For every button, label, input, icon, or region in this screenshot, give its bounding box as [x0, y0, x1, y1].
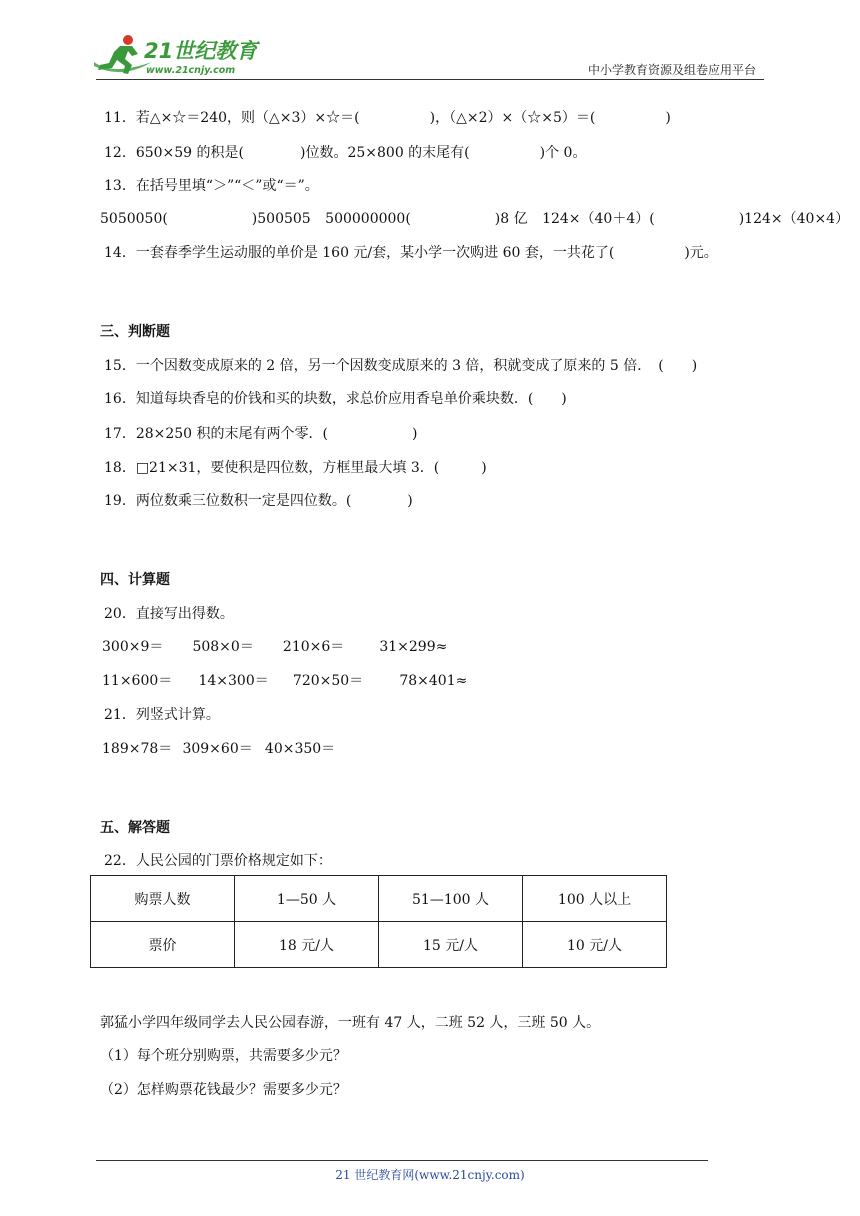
calc-item: 78×401≈: [399, 673, 468, 689]
calc-item: 14×300＝: [198, 673, 269, 689]
question-11: 11．若△×☆＝240，则（△×3）×☆＝( )，（△×2）×（☆×5）＝( ): [104, 110, 671, 126]
calc-item: 720×50＝: [292, 673, 364, 689]
footer-text: 21 世纪教育网(www.21cnjy.com): [335, 1168, 525, 1182]
calc-item: 309×60＝: [182, 741, 253, 757]
header-divider: [96, 79, 764, 80]
question-21: 21．列竖式计算。: [104, 707, 220, 723]
question-17: 17．28×250 积的末尾有两个零．( ): [104, 426, 418, 442]
q13-item-1: 5050050( )500505: [100, 211, 311, 227]
table-row: [91, 922, 667, 968]
calc-item: 31×299≈: [379, 639, 448, 655]
question-19: 19．两位数乘三位数积一定是四位数。( ): [104, 493, 413, 509]
table-cell: 购票人数: [91, 876, 235, 922]
logo-url: www.21cnjy.com: [146, 65, 236, 76]
question-20: 20．直接写出得数。: [104, 606, 234, 622]
question-20-row-1: [102, 636, 447, 656]
section-heading-4: 四、计算题: [100, 572, 170, 588]
calc-item: 40×350＝: [264, 741, 336, 757]
question-13: 13．在括号里填“＞”“＜”或“＝”。: [104, 178, 319, 194]
calc-item: 189×78＝: [102, 741, 173, 757]
table-row: [91, 876, 667, 922]
question-16: 16．知道每块香皂的价钱和买的块数，求总价应用香皂单价乘块数．( ): [104, 391, 567, 407]
table-cell: 1—50 人: [235, 876, 379, 922]
section-heading-3: 三、判断题: [100, 324, 170, 340]
table-cell: 10 元/人: [523, 922, 667, 968]
table-cell: 100 人以上: [523, 876, 667, 922]
table-cell: 票价: [91, 922, 235, 968]
header-platform-text: 中小学教育资源及组卷应用平台: [587, 63, 756, 77]
logo-text: 21世纪教育: [144, 39, 258, 63]
logo: [92, 32, 262, 80]
question-14: 14．一套春季学生运动服的单价是 160 元/套，某小学一次购进 60 套，一共花了( )元。: [104, 245, 718, 261]
section-heading-5: 五、解答题: [100, 820, 170, 836]
q13-item-2: 500000000( )8 亿: [325, 211, 528, 227]
footer-divider: [96, 1160, 708, 1161]
table-cell: 15 元/人: [379, 922, 523, 968]
ticket-price-table: [90, 875, 667, 968]
question-18: 18．□21×31，要使积是四位数，方框里最大填 3．( ): [104, 460, 487, 476]
table-cell: 18 元/人: [235, 922, 379, 968]
question-20-row-2: [102, 670, 467, 690]
question-22-part-2: （2）怎样购票花钱最少？需要多少元？: [100, 1082, 347, 1098]
table-cell: 51—100 人: [379, 876, 523, 922]
question-21-row: [102, 738, 335, 758]
calc-item: 300×9＝: [102, 639, 164, 655]
question-22-part-1: （1）每个班分别购票，共需要多少元？: [100, 1048, 347, 1064]
question-22-description: 郭猛小学四年级同学去人民公园春游，一班有 47 人，二班 52 人，三班 50 人。: [100, 1015, 601, 1031]
q13-item-3: 124×（40＋4）( )124×（40×4）: [542, 211, 850, 227]
calc-item: 210×6＝: [282, 639, 345, 655]
question-15: 15．一个因数变成原来的 2 倍，另一个因数变成原来的 3 倍，积就变成了原来的 5 倍． ( ): [104, 358, 698, 374]
question-22: 22．人民公园的门票价格规定如下：: [104, 853, 332, 869]
question-12: 12．650×59 的积是( )位数。25×800 的末尾有( )个 0。: [104, 145, 587, 161]
question-13-items: [100, 208, 849, 228]
calc-item: 11×600＝: [102, 673, 173, 689]
calc-item: 508×0＝: [192, 639, 254, 655]
